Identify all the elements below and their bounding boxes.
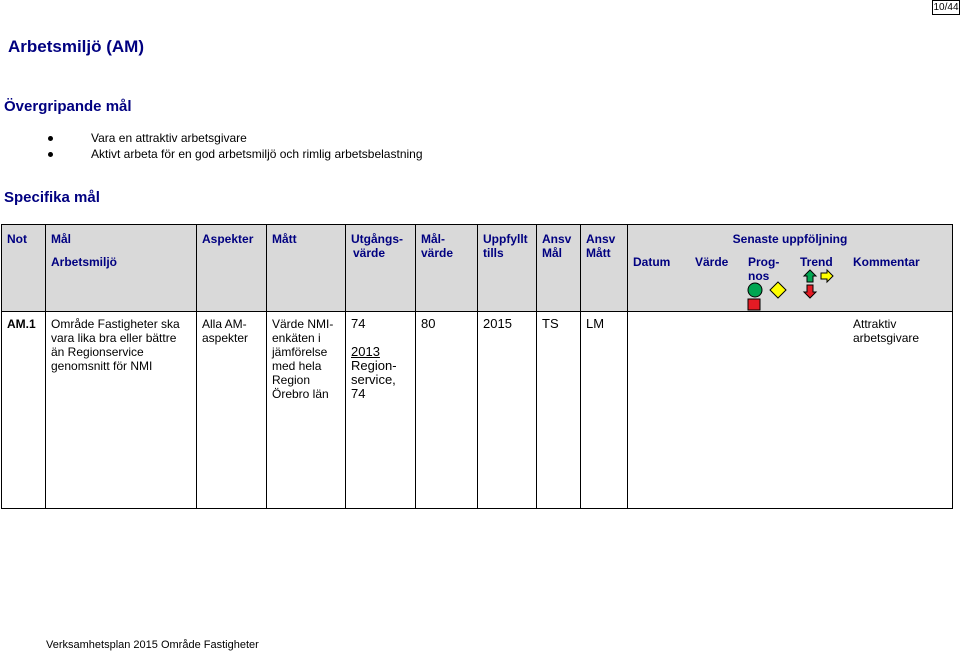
prognos-icons	[746, 281, 808, 311]
overgripande-list	[48, 130, 423, 162]
page-title: Arbetsmiljö (AM)	[8, 37, 144, 56]
table-row	[2, 312, 953, 509]
green-circle-icon	[748, 283, 762, 297]
header-varde: Värde	[695, 255, 729, 269]
header-utgangsvarde: Utgångs- värde	[346, 225, 416, 312]
page-number: 10/44	[933, 2, 959, 13]
list-item: Aktivt arbeta för en god arbetsmiljö och rimlig arbetsbelastning	[48, 146, 423, 162]
cell-malvarde: 80	[416, 312, 478, 509]
specifika-heading: Specifika mål	[4, 189, 100, 206]
trend-down-arrow-icon	[804, 285, 816, 298]
cell-not: AM.1	[2, 312, 46, 509]
goals-table	[1, 224, 953, 509]
trend-right-arrow-icon	[821, 270, 833, 282]
cell-senaste: Attraktiv arbetsgivare	[628, 312, 953, 509]
header-not: Not	[2, 225, 46, 312]
header-ansv-mal: Ansv Mål	[537, 225, 581, 312]
table-header-row	[2, 225, 953, 312]
header-malvarde: Mål- värde	[416, 225, 478, 312]
cell-utgangsvarde: 74 2013 Region- service, 74	[346, 312, 416, 509]
cell-uppfyllt: 2015	[478, 312, 537, 509]
header-matt: Mått	[267, 225, 346, 312]
header-aspekter: Aspekter	[197, 225, 267, 312]
cell-ansv-mal: TS	[537, 312, 581, 509]
red-square-icon	[748, 299, 760, 310]
header-uppfyllt: Uppfyllt tills	[478, 225, 537, 312]
cell-matt: Värde NMI- enkäten i jämförelse med hela Region Örebro län	[267, 312, 346, 509]
header-mal: Mål Arbetsmiljö	[46, 225, 197, 312]
header-ansv-matt: Ansv Mått	[581, 225, 628, 312]
cell-aspekter: Alla AM- aspekter	[197, 312, 267, 509]
cell-mal: Område Fastigheter ska vara lika bra eller bättre än Regionservice genomsnitt för NMI	[46, 312, 197, 509]
trend-up-arrow-icon	[804, 270, 816, 282]
header-datum: Datum	[633, 255, 671, 269]
header-prognos: Prog- nos	[748, 255, 780, 283]
trend-icons	[802, 269, 842, 299]
header-trend: Trend	[800, 255, 833, 269]
header-kommentar: Kommentar	[853, 255, 920, 269]
cell-kommentar: Attraktiv	[853, 317, 897, 331]
senaste-title: Senaste uppföljning	[732, 232, 848, 246]
yellow-diamond-icon	[770, 282, 786, 298]
cell-ansv-matt: LM	[581, 312, 628, 509]
overgripande-heading: Övergripande mål	[4, 98, 132, 115]
footer: Verksamhetsplan 2015 Område Fastigheter	[46, 639, 259, 651]
header-senaste-uppfoljning	[628, 225, 953, 312]
list-item: Vara en attraktiv arbetsgivare	[48, 130, 423, 146]
